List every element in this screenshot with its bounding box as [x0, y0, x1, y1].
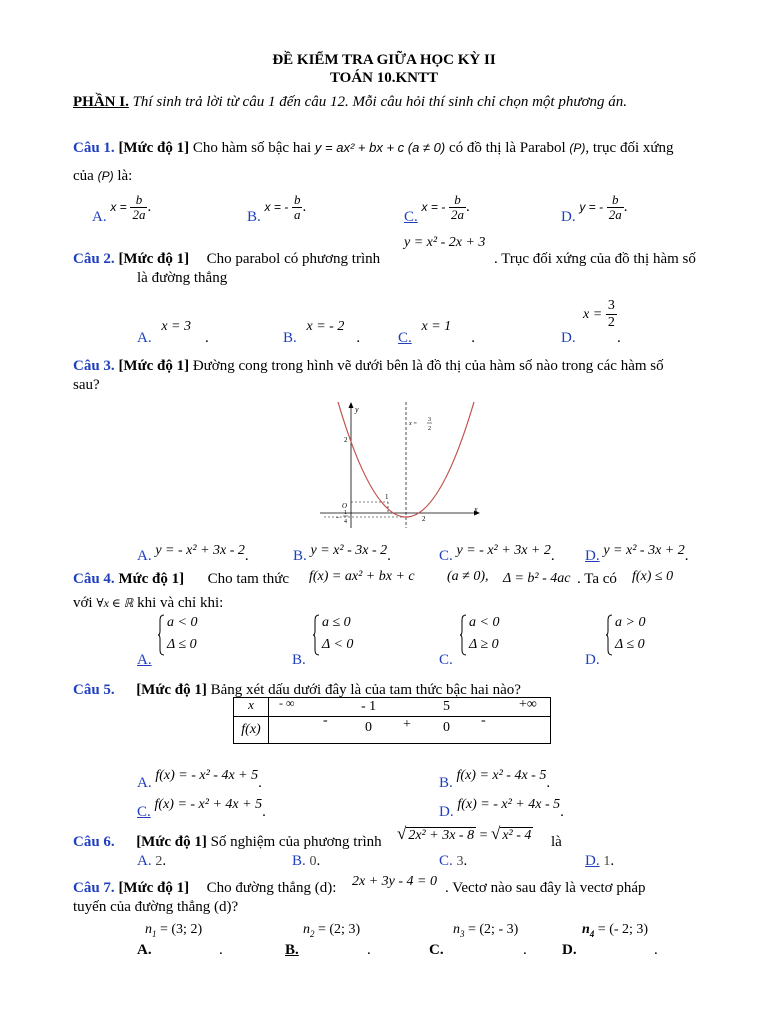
option-letter: A.	[137, 942, 152, 958]
q1-option-d[interactable]: D. y = - $\frac{b}{2a}$ .	[561, 192, 628, 225]
q4-text-c: với	[73, 595, 93, 611]
option-letter: A.	[137, 775, 152, 791]
q7-line1	[73, 880, 336, 897]
option-letter: C.	[439, 548, 453, 564]
option-letter: D.	[585, 652, 600, 668]
doc-subtitle: TOÁN 10.KNTT	[329, 70, 439, 86]
option-value: 2	[155, 854, 163, 869]
option-letter: B.	[292, 652, 306, 668]
option-fraction	[606, 298, 617, 331]
q5-option-c[interactable]: C. f(x) = - x² + 4x + 5.	[137, 797, 266, 820]
q5-level: [Mức độ 1]	[136, 682, 207, 698]
option-letter: B.	[292, 853, 306, 869]
part1-label: PHẦN I.	[73, 94, 129, 110]
sys-line-1: a ≤ 0	[322, 615, 351, 630]
option-value: x = - 2	[306, 319, 345, 334]
x-minus-infinity: - ∞	[279, 696, 295, 710]
q7-text-b: . Vectơ nào sau đây là vectơ pháp	[445, 880, 646, 896]
x-root-1: - 1	[361, 699, 377, 714]
q2-option-a[interactable]: A. x = 3.	[137, 319, 209, 346]
option-letter: C.	[439, 652, 453, 668]
option-lhs: x =	[110, 199, 127, 214]
frac-num: b	[449, 193, 466, 208]
q6-option-b[interactable]: B. 0.	[292, 853, 321, 869]
q6-option-d[interactable]: D. 1.	[585, 853, 615, 869]
sys-line-1: a < 0	[167, 615, 198, 630]
option-value: f(x) = x² - 4x - 5	[456, 768, 547, 783]
sys-line-2: Δ ≥ 0	[469, 637, 499, 652]
q4-level: Mức độ 1]	[118, 571, 185, 587]
sign-1: -	[323, 713, 328, 728]
sign-2: +	[403, 717, 411, 732]
vector-name: n	[582, 922, 590, 937]
option-letter: C.	[439, 853, 453, 869]
option-letter: B.	[439, 775, 453, 791]
q6-number: Câu 6.	[73, 834, 115, 850]
q1-line1	[73, 140, 674, 157]
option-letter: C.	[398, 330, 412, 346]
tick-y2: 2	[344, 436, 348, 444]
frac-num: b	[607, 193, 624, 208]
symmetry-axis-den: 2	[428, 426, 431, 432]
frac-den: a	[293, 207, 301, 222]
option-letter: C.	[404, 208, 418, 225]
sign-table-x-values	[269, 698, 551, 717]
q6-option-c[interactable]: C. 3.	[439, 853, 468, 869]
q6-equation: √ 2x² + 3x - 8 = √ x² - 4	[397, 824, 532, 843]
option-letter: B.	[247, 208, 261, 225]
q2-text-a: Cho parabol có phương trình	[206, 251, 381, 267]
q4-text-a: Cho tam thức	[207, 571, 290, 587]
option-letter: D.	[439, 804, 454, 820]
q5-option-d[interactable]: D. f(x) = - x² + 4x - 5.	[439, 797, 564, 820]
vector-name: n	[145, 922, 152, 937]
vector-value: = (2; - 3)	[468, 922, 519, 937]
q4-text-b: . Ta có	[577, 571, 617, 587]
zero-1: 0	[365, 720, 372, 735]
tick-x2: 2	[422, 515, 426, 523]
option-letter: C.	[429, 942, 444, 958]
q6-text-b: là	[551, 834, 562, 850]
sys-line-2: Δ < 0	[322, 637, 354, 652]
q3-option-a[interactable]: A. y = - x² + 3x - 2.	[137, 543, 249, 564]
sys-line-2: Δ ≤ 0	[167, 637, 197, 652]
option-fraction	[607, 193, 624, 222]
option-letter: A.	[137, 652, 152, 668]
sign-table	[233, 697, 551, 744]
sys-line-2: Δ ≤ 0	[615, 637, 645, 652]
x-root-2: 5	[443, 699, 450, 714]
q4-line1	[73, 571, 289, 588]
brace-icon	[312, 614, 320, 661]
option-letter: A.	[92, 208, 107, 225]
option-letter: D.	[561, 330, 576, 346]
q5-text: Bảng xét dấu dưới đây là của tam thức bậc hai nào?	[210, 682, 521, 698]
q4-ineq: f(x) ≤ 0	[632, 569, 674, 584]
vector-value: = (2; 3)	[318, 922, 361, 937]
option-value: x = 3	[161, 319, 192, 334]
q7-text-c: tuyến của đường thẳng (d)?	[73, 899, 239, 915]
sqrt-icon-2: √	[490, 824, 501, 843]
vector-value: = (- 2; 3)	[597, 922, 649, 937]
option-letter: B.	[283, 330, 297, 346]
q1-text-d: của	[73, 168, 94, 184]
option-system	[167, 612, 197, 656]
option-lhs: x =	[583, 306, 603, 322]
vector-sub: 4	[589, 928, 595, 939]
neg-quarter-num: 1	[344, 510, 347, 516]
option-value: y = - x² + 3x + 2	[456, 543, 551, 558]
q4-number: Câu 4.	[73, 571, 115, 587]
q3-option-c[interactable]: C. y = - x² + 3x + 2.	[439, 543, 555, 564]
q3-level: [Mức độ 1]	[118, 358, 190, 374]
option-value: 1	[603, 854, 611, 869]
q1-text-a: Cho hàm số bậc hai	[192, 140, 312, 156]
q4-delta: Δ = b² - 4ac	[503, 571, 571, 586]
q3-option-b[interactable]: B. y = x² - 3x - 2.	[293, 543, 391, 564]
option-letter: A.	[137, 548, 152, 564]
q6-line1	[73, 834, 382, 851]
option-value: 0	[309, 854, 317, 869]
q3-number: Câu 3.	[73, 358, 115, 374]
q2-func: y = x² - 2x + 3	[404, 235, 486, 250]
option-fraction	[449, 193, 466, 222]
option-value: f(x) = - x² + 4x + 5	[154, 797, 263, 812]
part1-instruction: Thí sinh trả lời từ câu 1 đến câu 12. Mỗi câu hỏi thí sinh chỉ chọn một phương án.	[132, 94, 628, 110]
q3-text-a: Đường cong trong hình vẽ dưới bên là đồ thị của hàm số nào trong các hàm số	[192, 358, 664, 374]
neg-quarter-den: 4	[344, 519, 347, 525]
sign-3: -	[481, 713, 486, 728]
option-letter: A.	[137, 330, 152, 346]
q6-text-a: Số nghiệm của phương trình	[210, 834, 382, 850]
q6-option-a[interactable]: A. 2.	[137, 853, 167, 869]
q4-forall: ∀x ∈ ℝ	[96, 596, 134, 610]
q2-level: [Mức độ 1]	[118, 251, 190, 267]
origin-label: O	[342, 502, 348, 510]
q1-level: [Mức độ 1]	[118, 140, 190, 156]
q7-equation: 2x + 3y - 4 = 0	[352, 874, 437, 889]
sys-line-1: a > 0	[615, 615, 646, 630]
option-vector	[145, 922, 202, 939]
zero-2: 0	[443, 720, 450, 735]
sqrt-icon: √	[397, 824, 407, 843]
frac-num: 3	[607, 298, 615, 313]
q2-option-b[interactable]: B. x = - 2.	[283, 319, 361, 346]
part1-line	[73, 94, 627, 111]
q1-func: y = ax² + bx + c (a ≠ 0)	[314, 140, 446, 155]
sqrt-lhs: 2x² + 3x - 8	[408, 828, 475, 843]
q1-option-c[interactable]: C. x = - $\frac{b}{2a}$ .	[404, 192, 470, 225]
frac-num: b	[293, 192, 301, 207]
q5-number: Câu 5.	[73, 682, 115, 698]
q1-number: Câu 1.	[73, 140, 115, 156]
symmetry-axis-num: 3	[428, 417, 431, 423]
doc-title: ĐỀ KIỂM TRA GIỮA HỌC KỲ II	[272, 52, 496, 68]
symmetry-axis-label: x =	[409, 421, 418, 427]
sign-table-row-fx	[234, 717, 551, 744]
q4-line2	[73, 595, 223, 612]
x-plus-infinity: +∞	[519, 697, 537, 712]
q3-option-d[interactable]: D. y = x² - 3x + 2.	[585, 543, 689, 564]
option-value: f(x) = - x² + 4x - 5	[457, 797, 561, 812]
vector-name: n	[303, 922, 310, 937]
q2-option-d[interactable]: D. x = $\frac{3}{2}$ .	[561, 298, 621, 346]
x-axis-label: x	[474, 505, 478, 514]
option-vector	[582, 922, 648, 939]
q7-number: Câu 7.	[73, 880, 115, 896]
option-value: y = x² - 3x + 2	[603, 543, 685, 558]
y-axis-arrow	[349, 402, 354, 408]
option-letter: D.	[585, 853, 600, 869]
vector-sub: 1	[152, 928, 157, 939]
q4-text-d: khi và chỉ khi:	[137, 595, 224, 611]
q6-level: [Mức độ 1]	[136, 834, 207, 850]
y-axis-label: y	[355, 405, 359, 414]
q3-text-b: sau?	[73, 377, 100, 393]
option-fraction	[292, 193, 303, 222]
q2-option-c[interactable]: C. x = 1.	[398, 319, 475, 346]
q1-parabola-2: (P)	[97, 169, 114, 183]
brace-icon	[605, 614, 613, 661]
brace-icon	[459, 614, 467, 661]
sign-table-row-x	[234, 698, 551, 717]
q1-text-b: có đồ thị là Parabol	[448, 140, 566, 156]
q1-text-e: là:	[117, 168, 133, 184]
option-value: 3	[456, 854, 464, 869]
q2-number: Câu 2.	[73, 251, 115, 267]
frac-den: 2	[607, 315, 615, 330]
q1-option-b[interactable]: B. x = - $\frac{b}{a}$ .	[247, 192, 307, 225]
option-letter: D.	[585, 548, 600, 564]
frac-den: 2a	[450, 207, 464, 222]
option-letter: D.	[561, 208, 576, 225]
option-fraction	[130, 193, 147, 222]
q3-graph	[318, 400, 488, 530]
neg-sign: −	[336, 514, 340, 522]
option-system	[322, 612, 353, 656]
q4-cond: (a ≠ 0),	[447, 569, 489, 584]
sign-table-head-x: x	[234, 698, 269, 717]
q2-text-c: là đường thẳng	[137, 270, 228, 286]
q5-option-b[interactable]: B. f(x) = x² - 4x - 5.	[439, 768, 551, 791]
q2-text-b: . Trục đối xứng của đồ thị hàm số	[494, 251, 696, 267]
option-value: y = - x² + 3x - 2	[155, 543, 245, 558]
option-letter: B.	[293, 548, 307, 564]
tick-x1: 1	[385, 493, 389, 501]
q1-text-c: , trục đối xứng	[585, 140, 674, 156]
frac-num: b	[130, 193, 147, 208]
q1-line2	[73, 168, 132, 185]
q5-option-a[interactable]: A. f(x) = - x² - 4x + 5.	[137, 768, 262, 791]
frac-den: 2a	[608, 207, 622, 222]
frac-den: 2a	[132, 207, 146, 222]
q1-parabola: (P)	[569, 141, 586, 155]
option-letter: A.	[137, 853, 152, 869]
brace-icon	[157, 614, 165, 661]
option-letter: C.	[137, 804, 151, 820]
option-vector	[453, 922, 518, 939]
q1-option-a[interactable]: A. x = $\frac{b}{2a}$ .	[92, 192, 152, 225]
q2-line1	[73, 251, 380, 268]
vector-sub: 2	[310, 928, 315, 939]
option-vector	[303, 922, 360, 939]
q4-func: f(x) = ax² + bx + c	[309, 569, 415, 584]
option-system	[615, 612, 645, 656]
sys-line-1: a < 0	[469, 615, 500, 630]
option-value: x = 1	[421, 319, 452, 334]
option-value: y = x² - 3x - 2	[310, 543, 388, 558]
option-value: f(x) = - x² - 4x + 5	[155, 768, 259, 783]
option-letter: D.	[562, 942, 577, 958]
vector-sub: 3	[460, 928, 465, 939]
option-lhs: y = -	[579, 199, 604, 214]
option-lhs: x = -	[421, 199, 446, 214]
vector-name: n	[453, 922, 460, 937]
sign-table-head-fx: f(x)	[234, 717, 269, 744]
q7-text-a: Cho đường thẳng (d):	[206, 880, 337, 896]
q3-line1	[73, 358, 664, 375]
sqrt-rhs: x² - 4	[502, 828, 532, 843]
vector-value: = (3; 2)	[160, 922, 203, 937]
option-system	[469, 612, 499, 656]
option-lhs: x = -	[264, 199, 289, 214]
option-letter: B.	[285, 942, 299, 958]
q7-level: [Mức độ 1]	[118, 880, 190, 896]
sign-table-fx-values	[269, 713, 551, 744]
